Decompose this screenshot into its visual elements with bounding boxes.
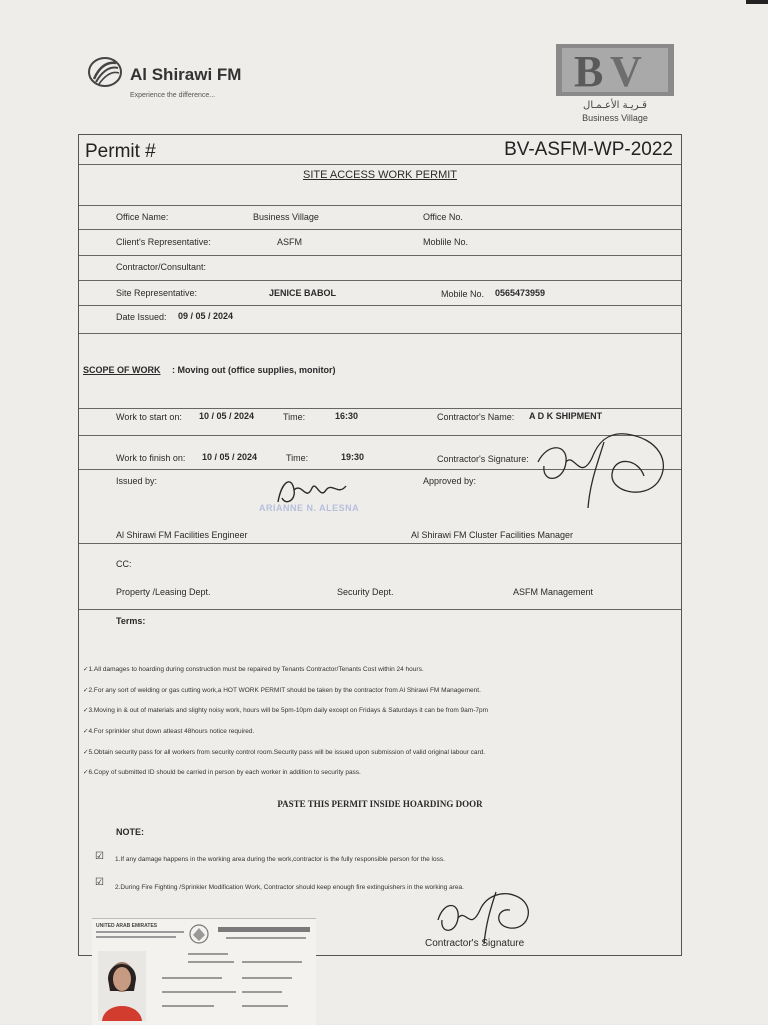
- start-time-label: Time:: [283, 412, 306, 422]
- note-item: 2.During Fire Fighting /Sprinkler Modification Work, Contractor should keep enough fire extinguishers in the working area.: [115, 884, 464, 891]
- finish-time: 19:30: [341, 452, 365, 462]
- engineer-stamp: ARIANNE N. ALESNA: [259, 503, 360, 513]
- uae-emblem-icon: [188, 923, 210, 945]
- svg-text:B: B: [574, 47, 604, 96]
- cc-label: CC:: [116, 559, 132, 569]
- checkbox-checked-icon: ☑: [95, 851, 104, 862]
- id-header-line: [96, 931, 184, 933]
- client-rep-value: ASFM: [277, 237, 303, 247]
- term-item: ✓3.Moving in & out of materials and slighty noisy work, hours will be 5pm-10pm daily except on Fridays & Saturdays it can be from 9am-7pm: [83, 707, 489, 714]
- id-text-line: [242, 1005, 288, 1007]
- divider: [79, 255, 681, 256]
- office-no-label: Office No.: [423, 212, 463, 222]
- id-text-line: [162, 1005, 214, 1007]
- start-date: 10 / 05 / 2024: [199, 411, 255, 421]
- id-text-line: [188, 953, 228, 955]
- contractor-name: A D K SHIPMENT: [529, 411, 603, 421]
- id-card-header: UNITED ARAB EMIRATES: [96, 923, 158, 929]
- id-text-line: [226, 937, 306, 939]
- permit-number: BV-ASFM-WP-2022: [504, 139, 673, 160]
- issued-by-label: Issued by:: [116, 476, 158, 486]
- divider: [79, 609, 681, 610]
- id-photo: [98, 951, 146, 1021]
- site-mobile-value: 0565473959: [495, 288, 546, 298]
- term-item: ✓5.Obtain security pass for all workers from security control room.Security pass will be issued upon submission of valid original labour card.: [83, 749, 486, 756]
- id-arabic-title-bar: [218, 927, 310, 932]
- date-issued-value: 09 / 05 / 2024: [178, 311, 234, 321]
- cc-security-dept: Security Dept.: [337, 587, 394, 597]
- contractor-signature: [424, 880, 544, 950]
- bv-monogram-icon: [556, 44, 674, 96]
- site-rep-label: Site Representative:: [116, 288, 198, 298]
- approved-by-label: Approved by:: [423, 476, 477, 486]
- asfm-tagline: Experience the difference...: [130, 92, 216, 99]
- term-item: ✓2.For any sort of welding or gas cutting work,a HOT WORK PERMIT should be taken by the contractor from Al Shirawi FM Management.: [83, 687, 481, 694]
- note-item: 1.If any damage happens in the working area during the work,contractor is the fully responsible person for the loss.: [115, 856, 445, 863]
- paste-notice: PASTE THIS PERMIT INSIDE HOARDING DOOR: [277, 799, 483, 809]
- permit-label: Permit #: [85, 141, 156, 162]
- term-item: ✓6.Copy of submitted ID should be carried in person by each worker in addition to security pass.: [83, 769, 361, 776]
- term-item: ✓1.All damages to hoarding during construction must be repaired by Tenants Contractor/Tenants Cost within 24 hours.: [83, 666, 424, 673]
- scope-value: : Moving out (office supplies, monitor): [172, 365, 336, 375]
- checkbox-checked-icon: ☑: [95, 877, 104, 888]
- office-name-value: Business Village: [253, 212, 319, 222]
- id-text-line: [242, 961, 302, 963]
- divider: [79, 205, 681, 206]
- finish-time-label: Time:: [286, 453, 309, 463]
- contractor-label: Contractor/Consultant:: [116, 262, 207, 272]
- id-text-line: [188, 961, 234, 963]
- client-rep-label: Client's Representative:: [116, 237, 211, 247]
- asfm-company-name: Al Shirawi FM: [130, 65, 242, 84]
- permit-form: [78, 134, 682, 956]
- contractor-sig-label: Contractor's Signature:: [437, 454, 529, 464]
- divider: [79, 305, 681, 306]
- start-time: 16:30: [335, 411, 359, 421]
- approver-signature: [508, 422, 678, 522]
- cc-asfm-management: ASFM Management: [513, 587, 594, 597]
- id-text-line: [242, 977, 292, 979]
- emirates-id-card: [92, 918, 316, 1025]
- divider: [79, 333, 681, 334]
- bv-english-name: Business Village: [582, 113, 648, 123]
- scope-label: SCOPE OF WORK: [83, 365, 161, 375]
- office-name-label: Office Name:: [116, 212, 169, 222]
- contractor-signature-label: Contractor's Signature: [425, 938, 525, 949]
- finish-date: 10 / 05 / 2024: [202, 452, 258, 462]
- approver-title: Al Shirawi FM Cluster Facilities Manager: [411, 530, 574, 540]
- divider: [79, 280, 681, 281]
- divider: [79, 543, 681, 544]
- id-text-line: [242, 991, 282, 993]
- note-label: NOTE:: [116, 827, 144, 837]
- svg-text:V: V: [610, 47, 642, 96]
- mobile-label: Moblile No.: [423, 237, 469, 247]
- divider: [79, 229, 681, 230]
- divider: [79, 408, 681, 409]
- site-mobile-label: Mobile No.: [441, 289, 485, 299]
- site-rep-value: JENICE BABOL: [269, 288, 337, 298]
- date-issued-label: Date Issued:: [116, 312, 167, 322]
- finish-label: Work to finish on:: [116, 453, 186, 463]
- issuer-title: Al Shirawi FM Facilities Engineer: [116, 530, 248, 540]
- id-text-line: [162, 977, 222, 979]
- form-title: SITE ACCESS WORK PERMIT: [302, 169, 458, 181]
- asfm-swirl-icon: [86, 55, 124, 89]
- scan-edge-mark: [746, 0, 768, 4]
- terms-label: Terms:: [116, 616, 146, 626]
- id-text-line: [162, 991, 236, 993]
- divider: [79, 164, 681, 165]
- id-header-line: [96, 936, 176, 938]
- bv-arabic-name: قـريـة الأعـمـال: [583, 100, 647, 111]
- start-label: Work to start on:: [116, 412, 182, 422]
- term-item: ✓4.For sprinkler shut down atleast 48hours notice required.: [83, 728, 255, 735]
- cc-property-dept: Property /Leasing Dept.: [116, 587, 211, 597]
- contractor-name-label: Contractor's Name:: [437, 412, 515, 422]
- issuer-signature: [272, 472, 352, 512]
